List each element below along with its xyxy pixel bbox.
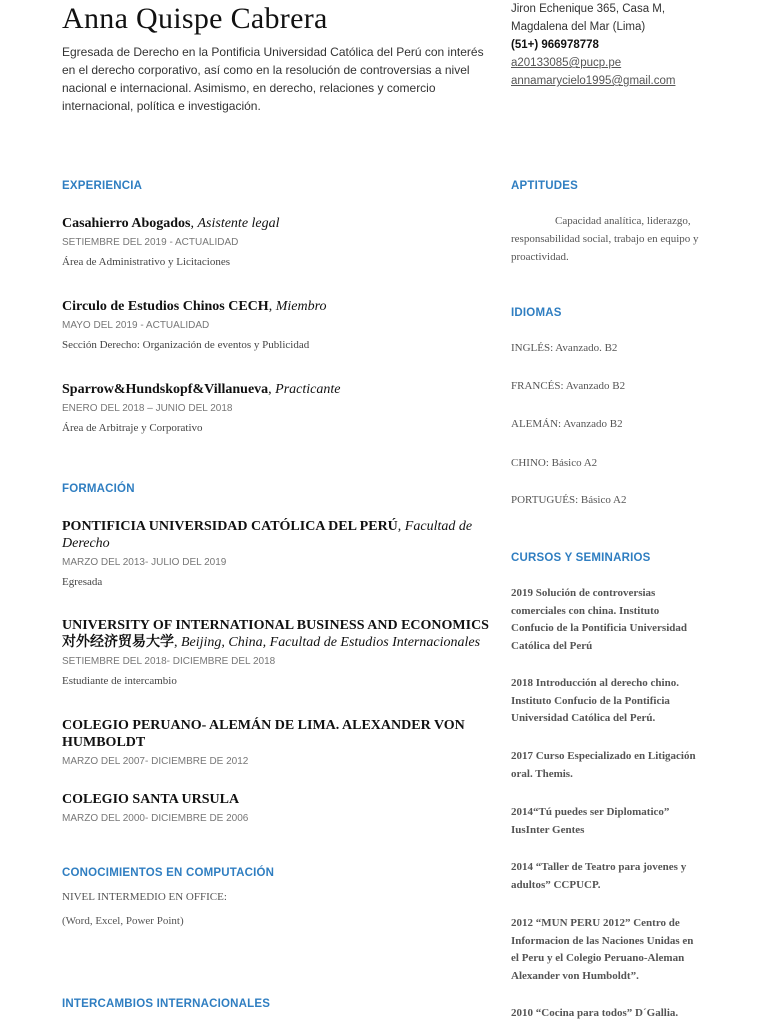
- aptitudes-text: Capacidad analítica, liderazgo, responsabilidad social, trabajo en equipo y proactividad.: [511, 215, 699, 263]
- experience-entry: Casahierro Abogados, Asistente legal SETIEMBRE DEL 2019 - ACTUALIDAD Área de Administrativo y Licitaciones: [62, 215, 492, 268]
- language-item: FRANCÉS: Avanzado B2: [511, 380, 626, 392]
- entry-org: PONTIFICIA UNIVERSIDAD CATÓLICA DEL PERÚ: [62, 519, 398, 534]
- entry-date: MAYO DEL 2019 - ACTUALIDAD: [62, 320, 210, 331]
- profile-summary: Egresada de Derecho en la Pontificia Universidad Católica del Perú con interés en el derecho corporativo, así como en la resolución de controversias a nivel nacional e internacional. Asimismo, en derecho, relaciones y comercio internacional, política e investigación.: [62, 45, 484, 113]
- section-heading-cursos: CURSOS Y SEMINARIOS: [511, 552, 651, 564]
- entry-org: COLEGIO PERUANO- ALEMÁN DE LIMA. ALEXANDER VON HUMBOLDT: [62, 718, 465, 750]
- computer-skill-line: (Word, Excel, Power Point): [62, 915, 184, 927]
- entry-role: Asistente legal: [197, 216, 280, 231]
- address-line: Jiron Echenique 365, Casa M,: [511, 3, 666, 15]
- entry-role: Miembro: [275, 299, 327, 314]
- entry-org: Casahierro Abogados: [62, 216, 191, 231]
- experience-entry: Sparrow&Hundskopf&Villanueva, Practicante ENERO DEL 2018 – JUNIO DEL 2018 Área de Arbitraje y Corporativo: [62, 381, 492, 434]
- language-item: INGLÉS: Avanzado. B2: [511, 342, 618, 354]
- language-item: ALEMÁN: Avanzado B2: [511, 418, 623, 430]
- entry-description: Área de Administrativo y Licitaciones: [62, 256, 231, 268]
- education-entry: [62, 791, 492, 824]
- computer-skill-line: NIVEL INTERMEDIO EN OFFICE:: [62, 891, 227, 903]
- entry-description: Área de Arbitraje y Corporativo: [62, 422, 203, 434]
- person-name: Anna Quispe Cabrera: [62, 2, 328, 35]
- section-heading-experiencia: EXPERIENCIA: [62, 180, 143, 192]
- email-link-gmail[interactable]: annamarycielo1995@gmail.com: [511, 75, 676, 87]
- course-item: 2018 Introducción al derecho chino. Instituto Confucio de la Pontificia Universidad Católica del Perú.: [511, 677, 679, 724]
- contact-block: [511, 0, 675, 90]
- entry-date: MARZO DEL 2007- DICIEMBRE DE 2012: [62, 756, 249, 767]
- entry-description: Estudiante de intercambio: [62, 675, 177, 687]
- entry-org: COLEGIO SANTA URSULA: [62, 792, 240, 807]
- language-item: CHINO: Básico A2: [511, 457, 598, 469]
- language-item: PORTUGUÉS: Básico A2: [511, 494, 627, 506]
- entry-role: Practicante: [275, 382, 341, 397]
- education-entry: [62, 717, 492, 767]
- experience-entry: Circulo de Estudios Chinos CECH, Miembro MAYO DEL 2019 - ACTUALIDAD Sección Derecho: Organización de eventos y Publicidad: [62, 298, 492, 351]
- section-heading-idiomas: IDIOMAS: [511, 307, 562, 319]
- address-line: Magdalena del Mar (Lima): [511, 21, 646, 33]
- course-item: 2010 “Cocina para todos” D´Gallia.: [511, 1007, 679, 1019]
- course-item: 2017 Curso Especializado en Litigación oral. Themis.: [511, 750, 696, 780]
- course-item: 2014“Tú puedes ser Diplomatico” IusInter Gentes: [511, 806, 670, 836]
- entry-date: SETIEMBRE DEL 2018- DICIEMBRE DEL 2018: [62, 656, 276, 667]
- entry-org: Circulo de Estudios Chinos CECH: [62, 299, 269, 314]
- course-item: 2019 Solución de controversias comerciales con china. Instituto Confucio de la Pontificia Universidad Católica del Perú: [511, 587, 688, 652]
- section-heading-aptitudes: APTITUDES: [511, 180, 578, 192]
- section-heading-computacion: CONOCIMIENTOS EN COMPUTACIÓN: [62, 867, 275, 879]
- entry-date: ENERO DEL 2018 – JUNIO DEL 2018: [62, 403, 233, 414]
- entry-description: Sección Derecho: Organización de eventos y Publicidad: [62, 339, 310, 351]
- course-item: 2012 “MUN PERU 2012” Centro de Informacion de las Naciones Unidas en el Peru y el Colegio Peruano-Aleman Alexander von Humboldt”.: [511, 917, 694, 982]
- phone-number: (51+) 966978778: [511, 39, 599, 51]
- education-entry: UNIVERSITY OF INTERNATIONAL BUSINESS AND ECONOMICS 对外经济贸易大学, Beijing, China, Facultad de Estudios Internacionales SETIEMBRE DEL 2018- DICIEMBRE DEL 2018 Estudiante de intercambio: [62, 617, 492, 687]
- entry-date: MARZO DEL 2000- DICIEMBRE DE 2006: [62, 813, 249, 824]
- entry-description: Egresada: [62, 576, 103, 588]
- education-entry: PONTIFICIA UNIVERSIDAD CATÓLICA DEL PERÚ, Facultad de Derecho MARZO DEL 2013- JULIO DEL 2019 Egresada: [62, 518, 492, 588]
- email-link-pucp[interactable]: a20133085@pucp.pe: [511, 57, 622, 69]
- entry-role: Facultad de Derecho: [62, 519, 473, 551]
- entry-date: MARZO DEL 2013- JULIO DEL 2019: [62, 557, 227, 568]
- section-heading-formacion: FORMACIÓN: [62, 483, 135, 495]
- course-item: 2014 “Taller de Teatro para jovenes y adultos” CCPUCP.: [511, 861, 687, 891]
- entry-role: Beijing, China, Facultad de Estudios Internacionales: [181, 635, 481, 650]
- entry-org: Sparrow&Hundskopf&Villanueva: [62, 382, 269, 397]
- entry-date: SETIEMBRE DEL 2019 - ACTUALIDAD: [62, 237, 239, 248]
- entry-org: UNIVERSITY OF INTERNATIONAL BUSINESS AND ECONOMICS 对外经济贸易大学: [62, 618, 489, 650]
- section-heading-intercambios: INTERCAMBIOS INTERNACIONALES: [62, 998, 271, 1010]
